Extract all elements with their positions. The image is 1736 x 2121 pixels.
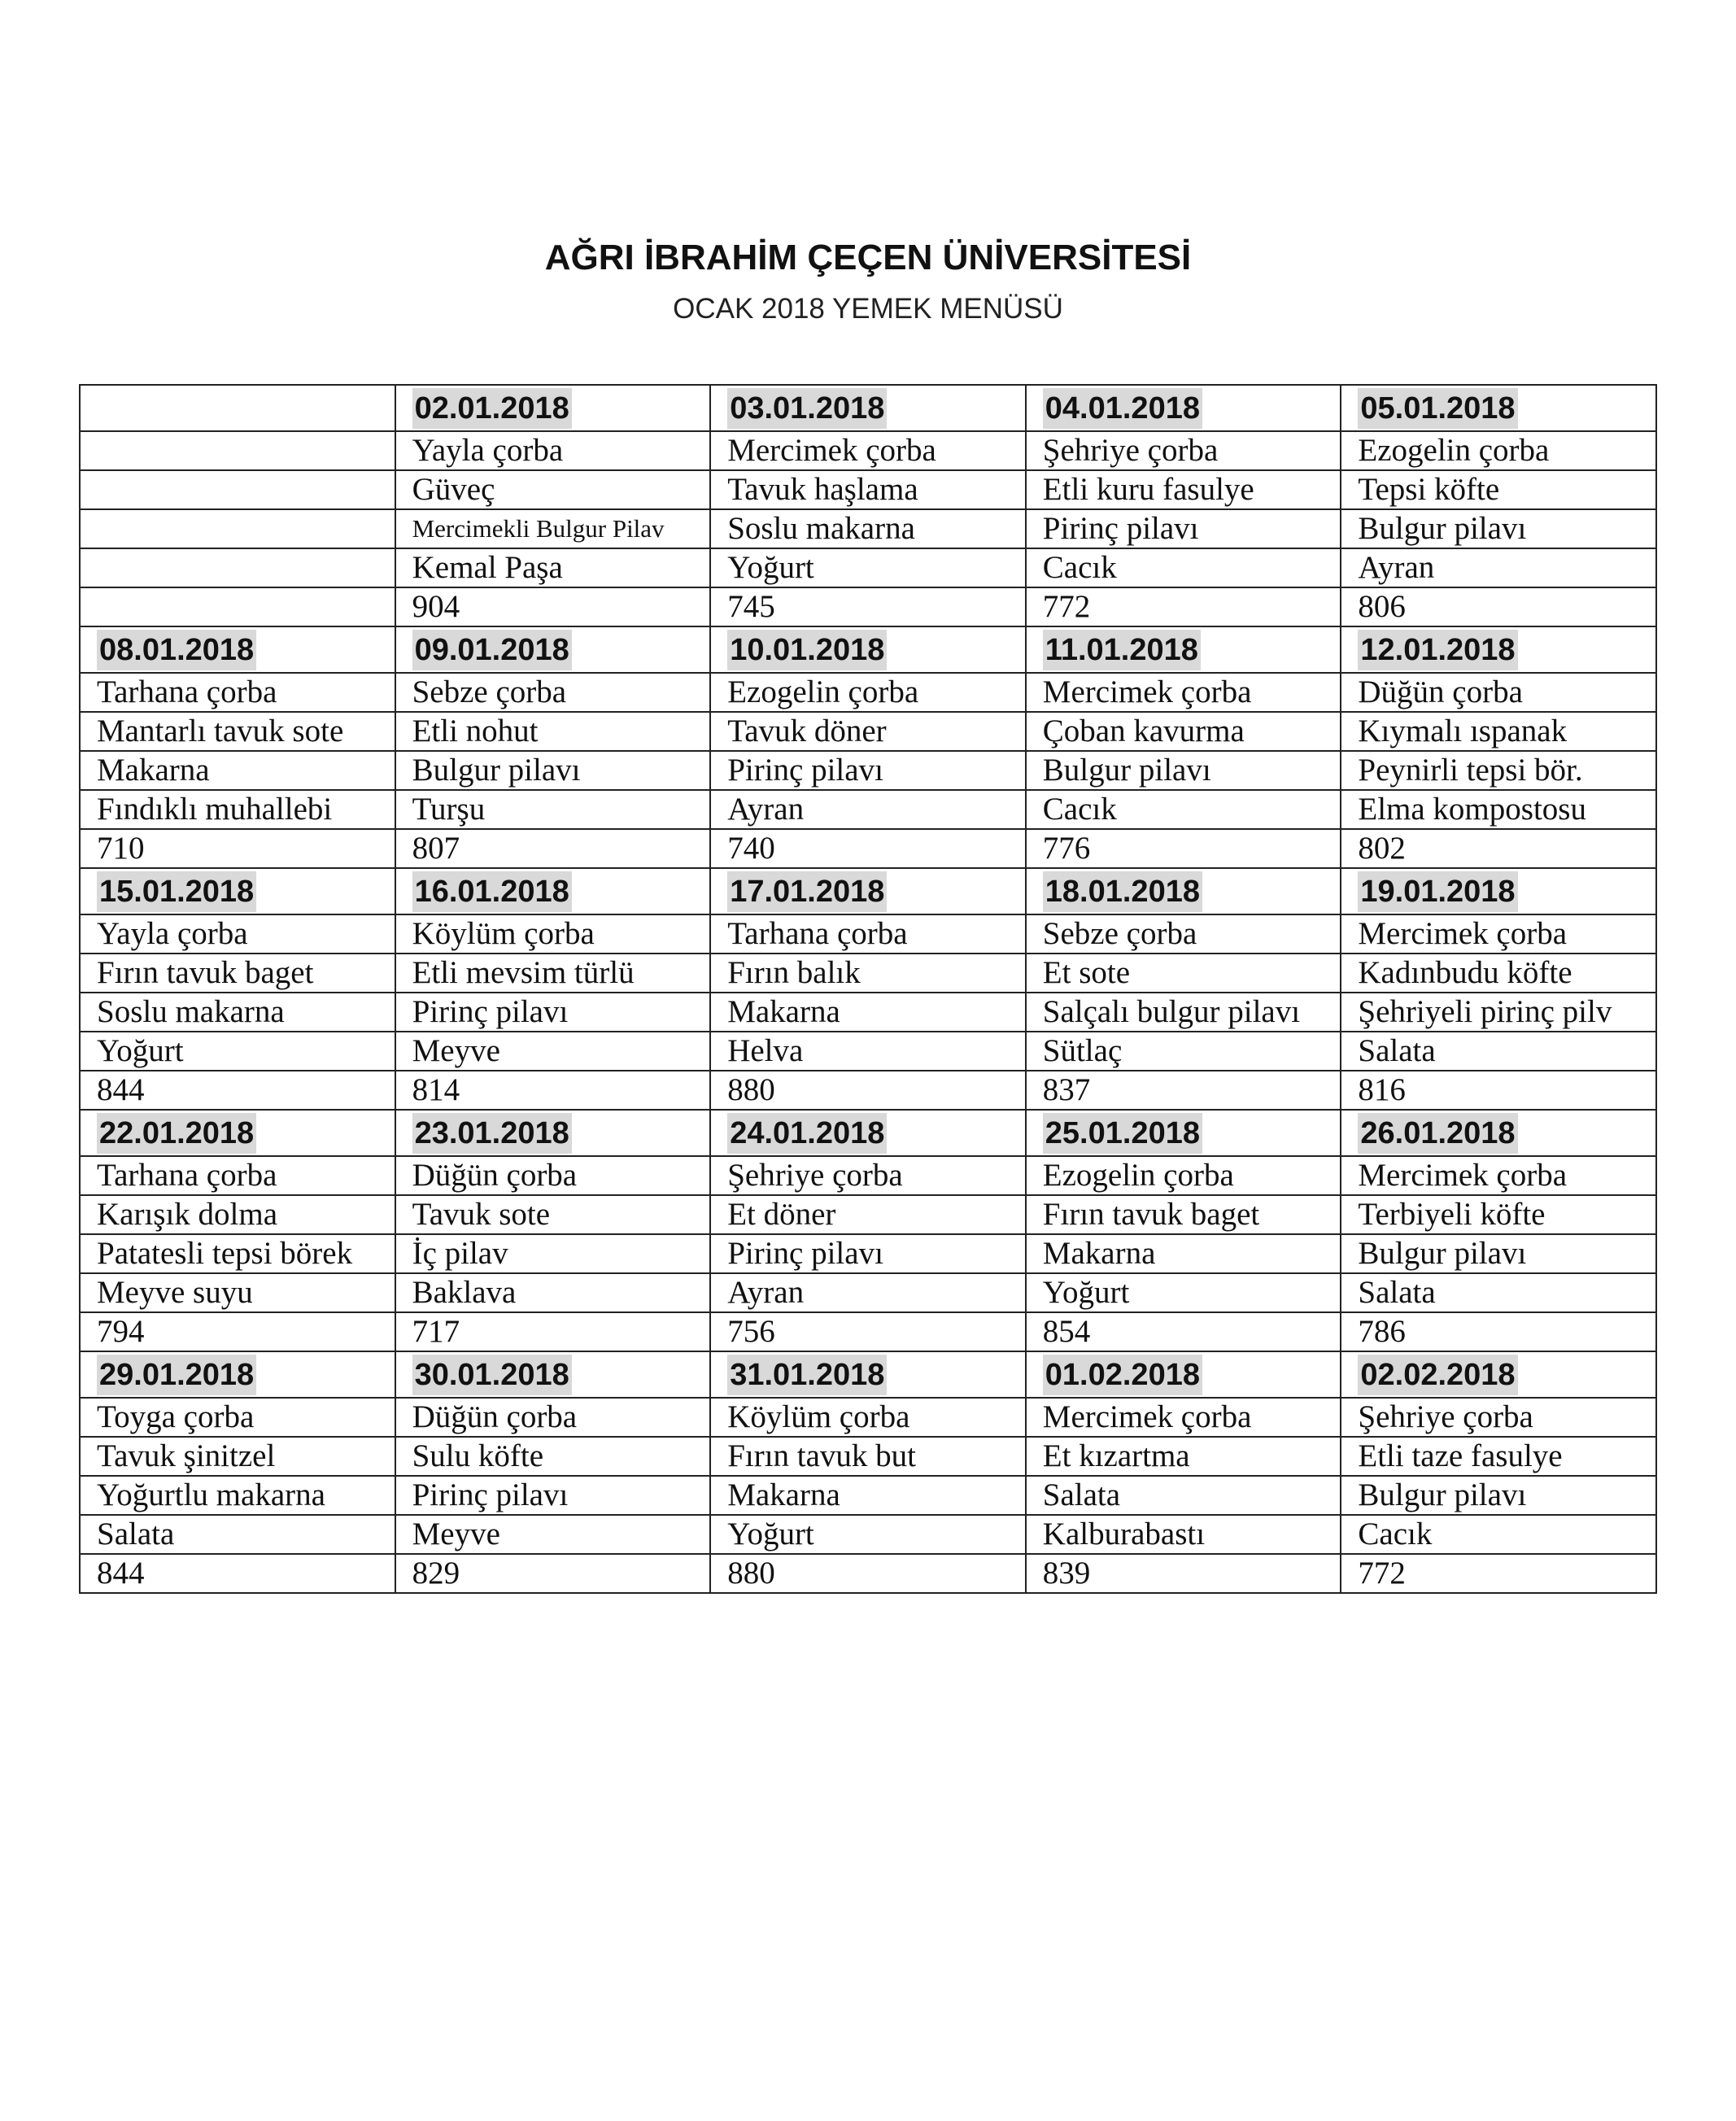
menu-table-body [80,385,1656,1593]
side-dish-cell: Şehriyeli pirinç pilv [1341,993,1656,1032]
date-cell [710,1351,1026,1398]
dessert-cell: Yoğurt [710,1515,1026,1554]
dessert-cell: Kemal Paşa [395,548,711,587]
menu-date: 25.01.2018 [1043,1113,1202,1154]
side-dish-cell: Pirinç pilavı [710,1234,1026,1273]
calorie-cell: 794 [80,1312,395,1351]
main-dish-cell: Etli kuru fasulye [1026,470,1341,509]
calorie-row [80,829,1656,868]
side-dish-cell: Bulgur pilavı [1026,751,1341,790]
soup-cell: Tarhana çorba [80,673,395,712]
soup-cell: Mercimek çorba [1026,673,1341,712]
date-cell [80,1351,395,1398]
date-cell [710,868,1026,914]
soup-cell: Ezogelin çorba [1341,431,1656,470]
date-cell [395,385,711,431]
menu-item-row [80,470,1656,509]
calorie-cell: 756 [710,1312,1026,1351]
menu-date: 17.01.2018 [727,871,887,912]
date-cell [395,868,711,914]
main-dish-cell: Et kızartma [1026,1437,1341,1476]
soup-cell: Mercimek çorba [1026,1398,1341,1437]
calorie-cell: 837 [1026,1071,1341,1110]
main-dish-cell: Kıymalı ıspanak [1341,712,1656,751]
calorie-cell: 807 [395,829,711,868]
menu-date: 03.01.2018 [727,388,887,429]
dessert-cell: Yoğurt [80,1032,395,1071]
side-dish-cell: Mercimekli Bulgur Pilav [395,509,711,548]
main-dish-cell: Etli mevsim türlü [395,954,711,993]
side-dish-cell: Salçalı bulgur pilavı [1026,993,1341,1032]
calorie-cell: 880 [710,1071,1026,1110]
soup-cell: Sebze çorba [395,673,711,712]
side-dish-cell: Makarna [80,751,395,790]
menu-item-row [80,914,1656,954]
menu-item-row [80,954,1656,993]
week-date-row [80,1351,1656,1398]
soup-cell: Tarhana çorba [710,914,1026,954]
side-dish-cell: Makarna [1026,1234,1341,1273]
main-dish-cell: Etli nohut [395,712,711,751]
week-date-row [80,626,1656,673]
main-dish-cell: Fırın tavuk but [710,1437,1026,1476]
soup-cell: Toyga çorba [80,1398,395,1437]
side-dish-cell: Bulgur pilavı [1341,1476,1656,1515]
dessert-cell: Salata [80,1515,395,1554]
menu-item-row [80,1032,1656,1071]
side-dish-cell: Patatesli tepsi börek [80,1234,395,1273]
date-cell [80,385,395,431]
date-cell [395,1110,711,1156]
soup-cell: Düğün çorba [395,1398,711,1437]
menu-item-row [80,1476,1656,1515]
menu-item-row [80,1195,1656,1234]
menu-table [79,384,1657,1594]
menu-date: 12.01.2018 [1358,630,1517,670]
calorie-cell: 854 [1026,1312,1341,1351]
side-dish-cell: Bulgur pilavı [1341,1234,1656,1273]
menu-date: 26.01.2018 [1358,1113,1517,1154]
calorie-cell: 844 [80,1554,395,1593]
dessert-cell: Salata [1341,1032,1656,1071]
calorie-row [80,1312,1656,1351]
menu-item-row [80,1273,1656,1312]
main-dish-cell: Terbiyeli köfte [1341,1195,1656,1234]
page-subtitle: OCAK 2018 YEMEK MENÜSÜ [673,293,1063,325]
date-cell [1026,385,1341,431]
main-dish-cell: Tavuk şinitzel [80,1437,395,1476]
main-dish-cell: Kadınbudu köfte [1341,954,1656,993]
main-dish-cell: Fırın tavuk baget [1026,1195,1341,1234]
date-cell [80,1110,395,1156]
menu-date: 10.01.2018 [727,630,887,670]
date-cell [1341,868,1656,914]
dessert-cell: Sütlaç [1026,1032,1341,1071]
dessert-cell: Fındıklı muhallebi [80,790,395,829]
main-dish-cell: Tavuk döner [710,712,1026,751]
main-dish-cell: Güveç [395,470,711,509]
date-cell [1026,868,1341,914]
calorie-cell: 772 [1341,1554,1656,1593]
soup-cell: Şehriye çorba [1026,431,1341,470]
dessert-cell [80,548,395,587]
main-dish-cell: Tepsi köfte [1341,470,1656,509]
side-dish-cell: Soslu makarna [80,993,395,1032]
date-cell [710,1110,1026,1156]
calorie-cell: 710 [80,829,395,868]
soup-cell: Tarhana çorba [80,1156,395,1195]
dessert-cell: Meyve suyu [80,1273,395,1312]
soup-cell: Şehriye çorba [1341,1398,1656,1437]
menu-date: 19.01.2018 [1358,871,1517,912]
menu-item-row [80,993,1656,1032]
page-title: AĞRI İBRAHİM ÇEÇEN ÜNİVERSİTESİ [544,238,1192,277]
calorie-cell: 816 [1341,1071,1656,1110]
menu-date: 18.01.2018 [1043,871,1202,912]
menu-date: 24.01.2018 [727,1113,887,1154]
menu-item-row [80,751,1656,790]
side-dish-cell: Soslu makarna [710,509,1026,548]
calorie-cell: 776 [1026,829,1341,868]
soup-cell: Köylüm çorba [395,914,711,954]
dessert-cell: Elma kompostosu [1341,790,1656,829]
menu-date: 02.02.2018 [1358,1355,1517,1395]
menu-item-row [80,673,1656,712]
calorie-row [80,1071,1656,1110]
soup-cell: Yayla çorba [395,431,711,470]
side-dish-cell: Salata [1026,1476,1341,1515]
date-cell [710,626,1026,673]
side-dish-cell: Peynirli tepsi bör. [1341,751,1656,790]
dessert-cell: Ayran [710,1273,1026,1312]
menu-date: 22.01.2018 [97,1113,256,1154]
dessert-cell: Helva [710,1032,1026,1071]
dessert-cell: Yoğurt [710,548,1026,587]
dessert-cell: Salata [1341,1273,1656,1312]
main-dish-cell: Tavuk sote [395,1195,711,1234]
side-dish-cell: Pirinç pilavı [395,993,711,1032]
date-cell [1341,1351,1656,1398]
week-date-row [80,385,1656,431]
main-dish-cell: Fırın balık [710,954,1026,993]
menu-date: 02.01.2018 [412,388,572,429]
calorie-cell [80,587,395,626]
calorie-cell: 814 [395,1071,711,1110]
dessert-cell: Kalburabastı [1026,1515,1341,1554]
dessert-cell: Turşu [395,790,711,829]
calorie-cell: 772 [1026,587,1341,626]
menu-item-row [80,712,1656,751]
date-cell [395,1351,711,1398]
date-cell [1026,626,1341,673]
dessert-cell: Cacık [1341,1515,1656,1554]
soup-cell: Köylüm çorba [710,1398,1026,1437]
main-dish-cell: Çoban kavurma [1026,712,1341,751]
side-dish-cell: Pirinç pilavı [710,751,1026,790]
menu-item-row [80,790,1656,829]
side-dish-cell: Pirinç pilavı [1026,509,1341,548]
main-dish-cell: Fırın tavuk baget [80,954,395,993]
main-dish-cell: Mantarlı tavuk sote [80,712,395,751]
week-date-row [80,1110,1656,1156]
menu-date: 08.01.2018 [97,630,256,670]
menu-date: 29.01.2018 [97,1355,256,1395]
menu-date: 15.01.2018 [97,871,256,912]
soup-cell: Mercimek çorba [1341,914,1656,954]
side-dish-cell: Makarna [710,1476,1026,1515]
date-cell [1341,385,1656,431]
calorie-cell: 839 [1026,1554,1341,1593]
menu-date: 23.01.2018 [412,1113,572,1154]
calorie-cell: 829 [395,1554,711,1593]
soup-cell [80,431,395,470]
side-dish-cell [80,509,395,548]
calorie-cell: 786 [1341,1312,1656,1351]
soup-cell: Mercimek çorba [1341,1156,1656,1195]
calorie-cell: 717 [395,1312,711,1351]
menu-date: 16.01.2018 [412,871,572,912]
menu-item-row [80,1156,1656,1195]
calorie-cell: 880 [710,1554,1026,1593]
menu-item-row [80,1515,1656,1554]
menu-date: 01.02.2018 [1043,1355,1202,1395]
side-dish-cell: Makarna [710,993,1026,1032]
calorie-cell: 806 [1341,587,1656,626]
soup-cell: Düğün çorba [395,1156,711,1195]
calorie-cell: 745 [710,587,1026,626]
soup-cell: Ezogelin çorba [1026,1156,1341,1195]
soup-cell: Yayla çorba [80,914,395,954]
date-cell [395,626,711,673]
menu-date: 11.01.2018 [1043,630,1201,670]
dessert-cell: Cacık [1026,548,1341,587]
soup-cell: Ezogelin çorba [710,673,1026,712]
soup-cell: Sebze çorba [1026,914,1341,954]
dessert-cell: Cacık [1026,790,1341,829]
soup-cell: Şehriye çorba [710,1156,1026,1195]
menu-item-row [80,548,1656,587]
calorie-cell: 844 [80,1071,395,1110]
side-dish-cell: Bulgur pilavı [395,751,711,790]
date-cell [1026,1110,1341,1156]
dessert-cell: Ayran [710,790,1026,829]
side-dish-cell: Pirinç pilavı [395,1476,711,1515]
date-cell [80,868,395,914]
side-dish-cell: İç pilav [395,1234,711,1273]
menu-item-row [80,509,1656,548]
date-cell [1341,626,1656,673]
menu-item-row [80,431,1656,470]
menu-date: 05.01.2018 [1358,388,1517,429]
soup-cell: Mercimek çorba [710,431,1026,470]
main-dish-cell: Et döner [710,1195,1026,1234]
calorie-cell: 802 [1341,829,1656,868]
dessert-cell: Baklava [395,1273,711,1312]
menu-date: 30.01.2018 [412,1355,572,1395]
menu-date: 04.01.2018 [1043,388,1202,429]
calorie-row [80,587,1656,626]
main-dish-cell: Et sote [1026,954,1341,993]
date-cell [1341,1110,1656,1156]
main-dish-cell: Sulu köfte [395,1437,711,1476]
week-date-row [80,868,1656,914]
main-dish-cell: Tavuk haşlama [710,470,1026,509]
menu-date: 31.01.2018 [727,1355,887,1395]
calorie-row [80,1554,1656,1593]
main-dish-cell [80,470,395,509]
dessert-cell: Meyve [395,1032,711,1071]
side-dish-cell: Yoğurtlu makarna [80,1476,395,1515]
main-dish-cell: Etli taze fasulye [1341,1437,1656,1476]
date-cell [710,385,1026,431]
main-dish-cell: Karışık dolma [80,1195,395,1234]
menu-item-row [80,1234,1656,1273]
menu-item-row [80,1437,1656,1476]
menu-item-row [80,1398,1656,1437]
calorie-cell: 740 [710,829,1026,868]
date-cell [1026,1351,1341,1398]
dessert-cell: Meyve [395,1515,711,1554]
calorie-cell: 904 [395,587,711,626]
dessert-cell: Ayran [1341,548,1656,587]
soup-cell: Düğün çorba [1341,673,1656,712]
date-cell [80,626,395,673]
dessert-cell: Yoğurt [1026,1273,1341,1312]
menu-date: 09.01.2018 [412,630,572,670]
side-dish-cell: Bulgur pilavı [1341,509,1656,548]
